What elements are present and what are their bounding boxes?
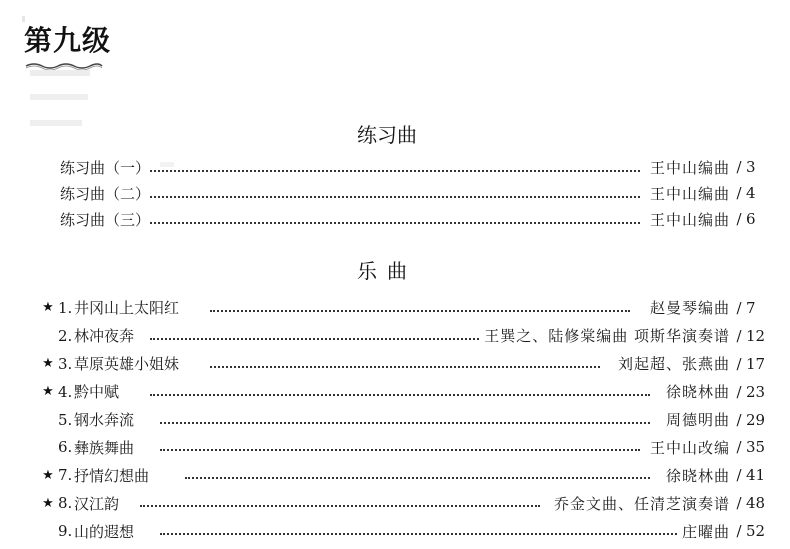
item-title: 练习曲（三） [60,210,151,229]
star-icon: ★ [42,467,54,483]
item-title: 练习曲（一） [60,158,151,177]
item-credit: 王巽之、陆修棠编曲 项斯华演奏谱 [480,325,730,346]
separator: / [736,298,742,317]
list-item[interactable] [0,517,790,545]
separator: / [736,438,742,457]
dot-leader [150,394,650,396]
level-title: 第九级 [24,24,112,57]
item-credit: 刘起超、张燕曲 [614,353,730,374]
list-item[interactable] [0,350,790,378]
dot-leader [185,477,650,479]
page-number: 6 [746,210,756,228]
separator: / [736,354,742,373]
item-number: 7. [58,466,73,485]
item-title: 彝族舞曲 [74,438,135,457]
pieces-list [0,294,790,545]
page-number: 35 [746,438,766,457]
item-credit: 乔金文曲、任清芝演奏谱 [550,493,730,514]
list-item[interactable] [0,489,790,517]
separator: / [736,410,742,429]
item-number: 4. [58,382,73,401]
item-number: 9. [58,522,73,541]
separator: / [736,382,742,401]
page-number: 3 [746,158,756,176]
list-item[interactable] [0,461,790,489]
list-item[interactable] [0,154,790,180]
page-number: 52 [746,522,766,541]
dot-leader [150,196,640,198]
separator: / [736,210,742,228]
item-number: 8. [58,494,73,513]
separator: / [736,158,742,176]
separator: / [736,466,742,485]
dot-leader [160,533,680,535]
item-credit: 王中山改编 [646,437,730,458]
list-item[interactable] [0,322,790,350]
page-number: 17 [746,354,766,373]
list-item[interactable] [0,206,790,232]
item-title: 抒情幻想曲 [74,466,150,485]
item-title: 山的遐想 [74,522,135,541]
separator: / [736,184,742,202]
item-credit: 赵曼琴编曲 [646,297,730,318]
item-credit: 徐晓林曲 [662,465,730,486]
title-ornament [24,62,104,70]
list-item[interactable] [0,378,790,406]
item-credit: 王中山编曲 [646,183,730,204]
item-title: 林冲夜奔 [74,327,135,346]
separator: / [736,494,742,513]
item-title: 黔中赋 [74,383,120,402]
item-credit: 周德明曲 [662,409,730,430]
dot-leader [150,338,490,340]
item-credit: 徐晓林曲 [662,381,730,402]
page-number: 29 [746,410,766,429]
section-title-etudes: 练习曲 [357,123,417,147]
page-number: 4 [746,184,756,202]
page-number: 23 [746,382,766,401]
item-number: 6. [58,438,73,457]
item-credit: 王中山编曲 [646,209,730,230]
star-icon: ★ [42,356,54,372]
separator: / [736,326,742,345]
star-icon: ★ [42,300,54,316]
list-item[interactable] [0,180,790,206]
dot-leader [140,505,540,507]
item-number: 2. [58,326,73,345]
item-title: 草原英雄小姐妹 [74,355,180,374]
page-number: 7 [746,298,756,317]
separator: / [736,522,742,541]
page-number: 48 [746,494,766,513]
item-credit: 庄曜曲 [678,521,730,542]
item-number: 5. [58,410,73,429]
item-title: 钢水奔流 [74,411,135,429]
item-title: 练习曲（二） [60,184,151,203]
item-number: 3. [58,354,73,373]
item-title: 汉江韵 [74,494,120,513]
star-icon: ★ [42,495,54,511]
item-title: 井冈山上太阳红 [74,299,180,318]
item-credit: 王中山编曲 [646,157,730,178]
list-item[interactable] [0,294,790,322]
dot-leader [150,170,640,172]
star-icon: ★ [42,384,54,400]
dot-leader [210,366,600,368]
item-number: 1. [58,298,73,317]
dot-leader [160,422,650,424]
section-title-pieces: 乐曲 [357,259,417,283]
dot-leader [160,449,640,451]
list-item[interactable] [0,406,790,434]
dot-leader [210,310,630,312]
etudes-list [0,154,790,232]
dot-leader [150,222,640,224]
page-number: 41 [746,466,766,485]
page-number: 12 [746,326,766,345]
list-item[interactable] [0,433,790,461]
